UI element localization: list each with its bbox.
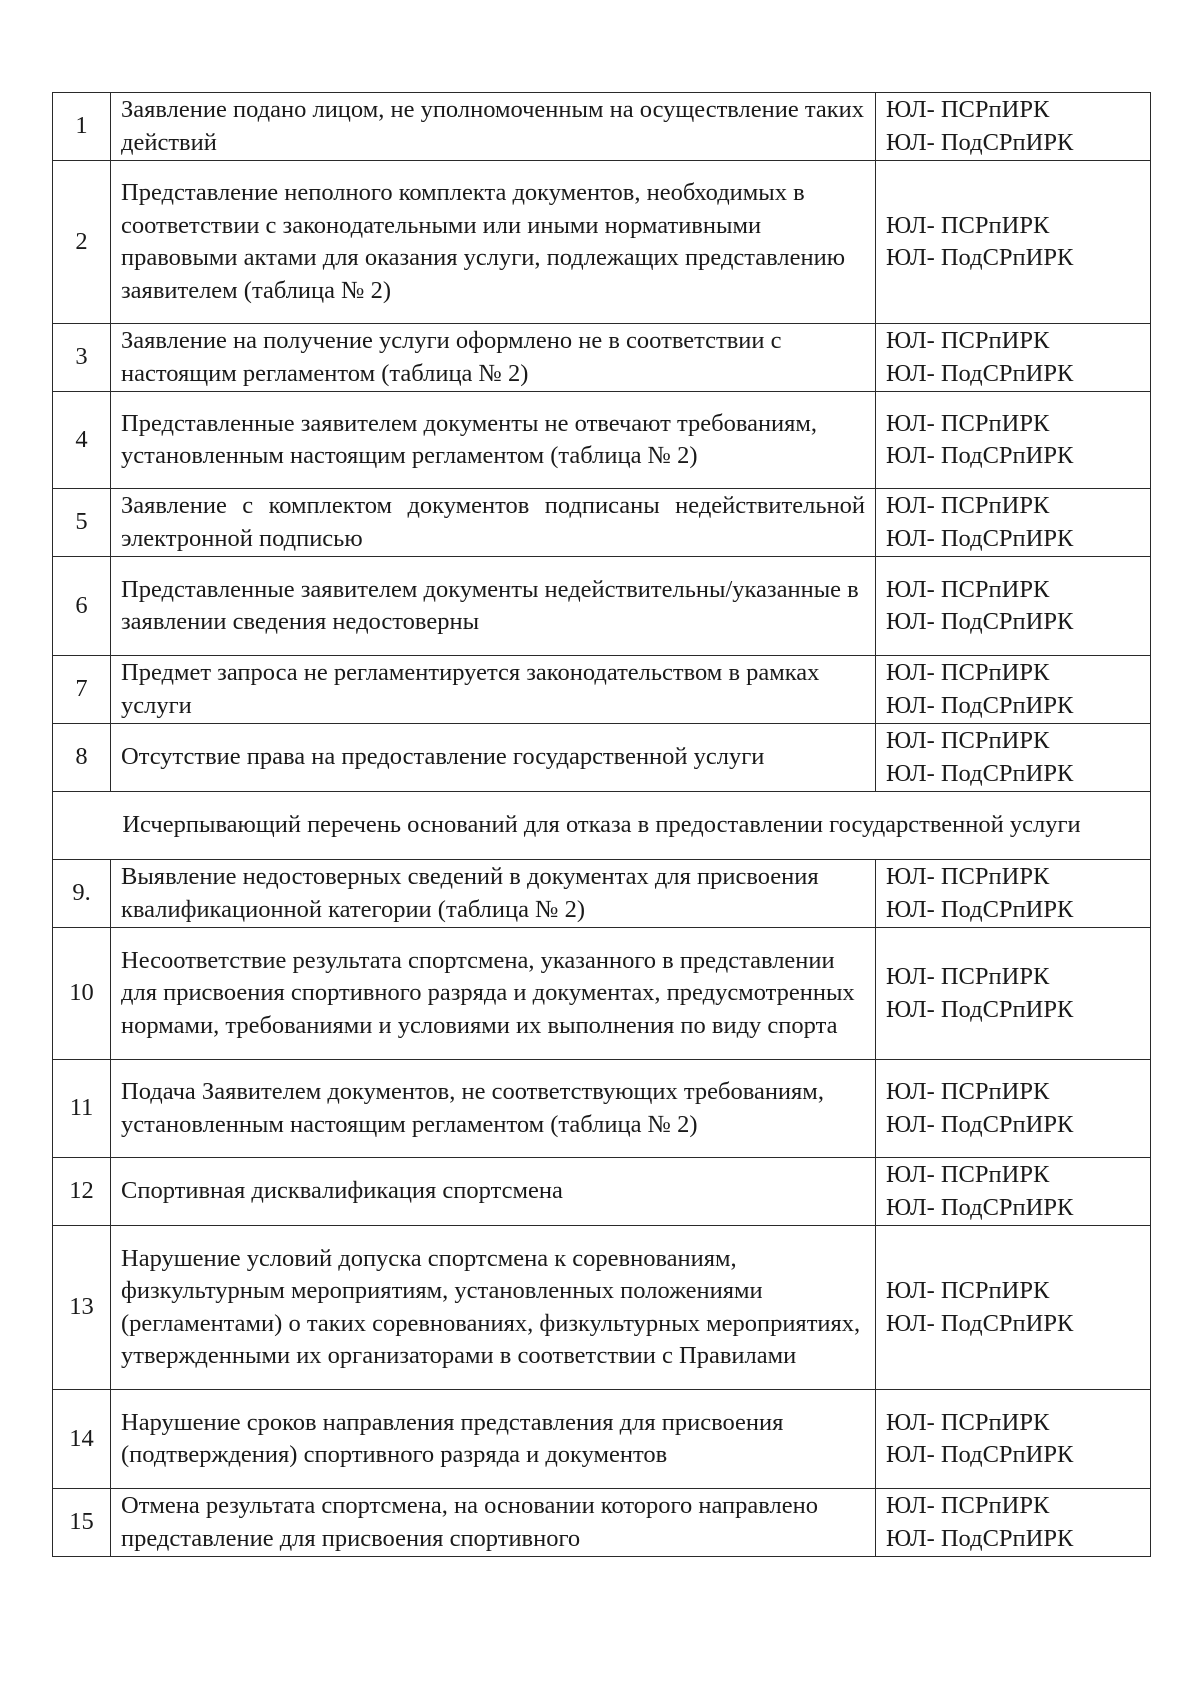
table-row	[53, 557, 1151, 656]
table-row	[53, 860, 1151, 928]
grounds-table-body	[53, 93, 1151, 1557]
code-line: ЮЛ- ПодСРпИРК	[886, 359, 1074, 387]
code-line: ЮЛ- ПодСРпИРК	[886, 1193, 1074, 1221]
code-line: ЮЛ- ПСРпИРК	[886, 863, 1050, 890]
row-codes	[876, 1158, 1151, 1226]
row-codes	[876, 1489, 1151, 1557]
row-ground-text: Отмена результата спортсмена, на основании которого направлено представление для присвоения спортивного	[111, 1489, 876, 1557]
code-line: ЮЛ- ПодСРпИРК	[886, 128, 1074, 156]
code-line: ЮЛ- ПСРпИРК	[886, 96, 1050, 123]
code-line: ЮЛ- ПодСРпИРК	[886, 244, 1074, 271]
row-number: 3	[53, 324, 111, 392]
code-line: ЮЛ- ПодСРпИРК	[886, 442, 1074, 469]
document-page	[52, 92, 1150, 1557]
table-row	[53, 656, 1151, 724]
row-number: 12	[53, 1158, 111, 1226]
code-line: ЮЛ- ПСРпИРК	[886, 1078, 1050, 1105]
code-line: ЮЛ- ПСРпИРК	[886, 1161, 1050, 1188]
code-line: ЮЛ- ПСРпИРК	[886, 1408, 1050, 1436]
code-line: ЮЛ- ПСРпИРК	[886, 575, 1050, 603]
code-line: ЮЛ- ПодСРпИРК	[886, 995, 1074, 1023]
section-heading-row	[53, 792, 1151, 860]
table-row	[53, 489, 1151, 557]
row-number: 6	[53, 557, 111, 656]
row-ground-text: Нарушение сроков направления представления для присвоения (подтверждения) спортивного разряда и документов	[111, 1390, 876, 1489]
row-codes	[876, 724, 1151, 792]
code-line: ЮЛ- ПСРпИРК	[886, 727, 1050, 754]
row-ground-text: Спортивная дисквалификация спортсмена	[111, 1158, 876, 1226]
table-row	[53, 93, 1151, 161]
row-ground-text: Предмет запроса не регламентируется законодательством в рамках услуги	[111, 656, 876, 724]
table-row	[53, 1158, 1151, 1226]
row-number: 7	[53, 656, 111, 724]
table-row	[53, 928, 1151, 1060]
row-codes	[876, 557, 1151, 656]
row-number: 9.	[53, 860, 111, 928]
row-ground-text: Отсутствие права на предоставление государственной услуги	[111, 724, 876, 792]
row-codes	[876, 656, 1151, 724]
code-line: ЮЛ- ПСРпИРК	[886, 211, 1050, 239]
row-ground-text: Заявление с комплектом документов подписаны недействительной электронной подписью	[111, 489, 876, 557]
table-row	[53, 1489, 1151, 1557]
row-ground-text: Заявление на получение услуги оформлено не в соответствии с настоящим регламентом (таблица № 2)	[111, 324, 876, 392]
row-number: 11	[53, 1060, 111, 1158]
code-line: ЮЛ- ПодСРпИРК	[886, 759, 1074, 787]
row-ground-text: Представленные заявителем документы не отвечают требованиям, установленным настоящим регламентом (таблица № 2)	[111, 392, 876, 489]
code-line: ЮЛ- ПСРпИРК	[886, 1277, 1050, 1304]
code-line: ЮЛ- ПодСРпИРК	[886, 1309, 1074, 1337]
row-ground-text: Нарушение условий допуска спортсмена к соревнованиям, физкультурным мероприятиям, установленных положениями (регламентами) о таких соревнованиях, физкультурных мероприятиях, утвержденными их организаторами в соответствии с Правилами	[111, 1226, 876, 1390]
table-row	[53, 1226, 1151, 1390]
code-line: ЮЛ- ПСРпИРК	[886, 963, 1050, 990]
table-row	[53, 161, 1151, 324]
row-codes	[876, 860, 1151, 928]
row-codes	[876, 161, 1151, 324]
code-line: ЮЛ- ПСРпИРК	[886, 659, 1050, 686]
row-codes	[876, 93, 1151, 161]
row-codes	[876, 1226, 1151, 1390]
code-line: ЮЛ- ПодСРпИРК	[886, 524, 1074, 552]
code-line: ЮЛ- ПодСРпИРК	[886, 691, 1074, 719]
grounds-table	[52, 92, 1151, 1557]
row-number: 15	[53, 1489, 111, 1557]
row-number: 4	[53, 392, 111, 489]
row-ground-text: Выявление недостоверных сведений в документах для присвоения квалификационной категории (таблица № 2)	[111, 860, 876, 928]
code-line: ЮЛ- ПодСРпИРК	[886, 608, 1074, 635]
code-line: ЮЛ- ПСРпИРК	[886, 492, 1050, 519]
row-ground-text: Представленные заявителем документы недействительны/указанные в заявлении сведения недостоверны	[111, 557, 876, 656]
row-ground-text: Несоответствие результата спортсмена, указанного в представлении для присвоения спортивного разряда и документах, предусмотренных нормами, требованиями и условиями их выполнения по виду спорта	[111, 928, 876, 1060]
code-line: ЮЛ- ПодСРпИРК	[886, 1524, 1074, 1552]
table-row	[53, 1060, 1151, 1158]
row-number: 2	[53, 161, 111, 324]
row-codes	[876, 1390, 1151, 1489]
row-codes	[876, 928, 1151, 1060]
table-row	[53, 1390, 1151, 1489]
row-number: 14	[53, 1390, 111, 1489]
row-number: 13	[53, 1226, 111, 1390]
row-codes	[876, 489, 1151, 557]
row-codes	[876, 324, 1151, 392]
row-ground-text: Заявление подано лицом, не уполномоченным на осуществление таких действий	[111, 93, 876, 161]
row-number: 1	[53, 93, 111, 161]
table-row	[53, 724, 1151, 792]
code-line: ЮЛ- ПСРпИРК	[886, 1492, 1050, 1519]
row-codes	[876, 1060, 1151, 1158]
row-ground-text: Представление неполного комплекта документов, необходимых в соответствии с законодательными или иными нормативными правовыми актами для оказания услуги, подлежащих представлению заявителем (таблица № 2)	[111, 161, 876, 324]
code-line: ЮЛ- ПСРпИРК	[886, 327, 1050, 354]
row-ground-text: Подача Заявителем документов, не соответствующих требованиям, установленным настоящим регламентом (таблица № 2)	[111, 1060, 876, 1158]
code-line: ЮЛ- ПСРпИРК	[886, 409, 1050, 437]
code-line: ЮЛ- ПодСРпИРК	[886, 895, 1074, 923]
row-number: 5	[53, 489, 111, 557]
code-line: ЮЛ- ПодСРпИРК	[886, 1110, 1074, 1138]
row-number: 8	[53, 724, 111, 792]
code-line: ЮЛ- ПодСРпИРК	[886, 1441, 1074, 1468]
row-codes	[876, 392, 1151, 489]
table-row	[53, 392, 1151, 489]
row-number: 10	[53, 928, 111, 1060]
section-heading: Исчерпывающий перечень оснований для отказа в предоставлении государственной услуги	[53, 792, 1151, 860]
table-row	[53, 324, 1151, 392]
